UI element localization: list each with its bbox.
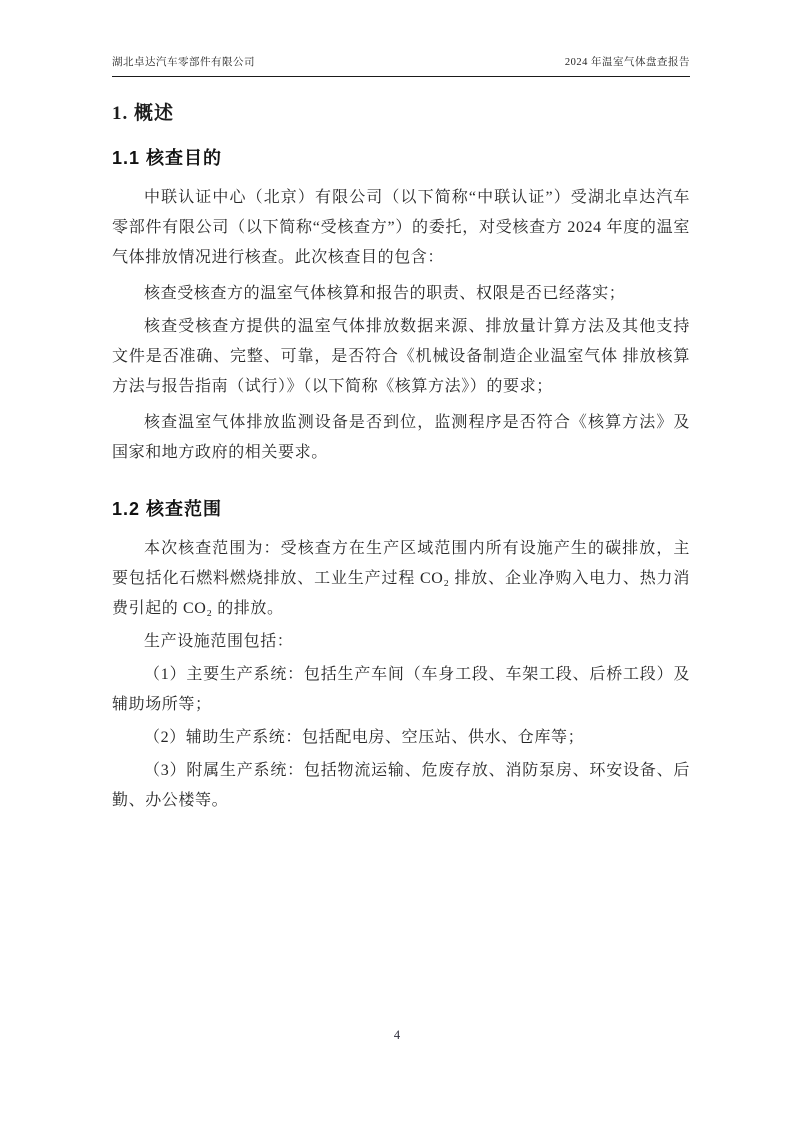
chapter-heading-overview: 1. 概述 xyxy=(112,103,175,124)
page-footer xyxy=(0,1028,794,1043)
paragraph-purpose-item-data-sources: 核查受核查方提供的温室气体排放数据来源、排放量计算方法及其他支持文件是否准确、完整、可靠，是否符合《机械设备制造企业温室气体 排放核算方法与报告指南（试行）》（以下简称《核算方法》）的要求； xyxy=(112,318,690,395)
paragraph-purpose-item-monitoring-equipment: 核查温室气体排放监测设备是否到位，监测程序是否符合《核算方法》及国家和地方政府的相关要求。 xyxy=(112,414,690,461)
paragraph-facility-item-3-ancillary-production: （3）附属生产系统：包括物流运输、危废存放、消防泵房、环安设备、后勤、办公楼等。 xyxy=(112,762,690,809)
section-heading-1-2-verification-scope: 1.2 核查范围 xyxy=(112,499,223,519)
paragraph-facility-item-2-auxiliary-production: （2）辅助生产系统：包括配电房、空压站、供水、仓库等； xyxy=(144,729,585,746)
header-report-title: 2024 年温室气体盘查报告 xyxy=(564,57,690,68)
paragraph-facility-item-1-main-production: （1）主要生产系统：包括生产车间（车身工段、车架工段、后桥工段）及辅助场所等； xyxy=(112,666,690,713)
paragraph-intro-commission: 中联认证中心（北京）有限公司（以下简称“中联认证”）受湖北卓达汽车零部件有限公司（以下简称“受核查方”）的委托，对受核查方 2024 年度的温室气体排放情况进行核查。此次核查目的包含： xyxy=(112,189,690,266)
page-header xyxy=(112,54,690,77)
paragraph-purpose-item-responsibilities: 核查受核查方的温室气体核算和报告的职责、权限是否已经落实； xyxy=(144,285,626,302)
section-heading-1-1-verification-purpose: 1.1 核查目的 xyxy=(112,148,223,168)
paragraph-scope-description: 本次核查范围为：受核查方在生产区域范围内所有设施产生的碳排放，主要包括化石燃料燃烧排放、工业生产过程 CO₂ 排放、企业净购入电力、热力消费引起的 CO₂ 的排放。 xyxy=(112,540,690,617)
header-company-name: 湖北卓达汽车零部件有限公司 xyxy=(112,57,255,68)
paragraph-facility-scope-lead-in: 生产设施范围包括： xyxy=(144,633,294,650)
page-number: 4 xyxy=(393,1028,401,1042)
